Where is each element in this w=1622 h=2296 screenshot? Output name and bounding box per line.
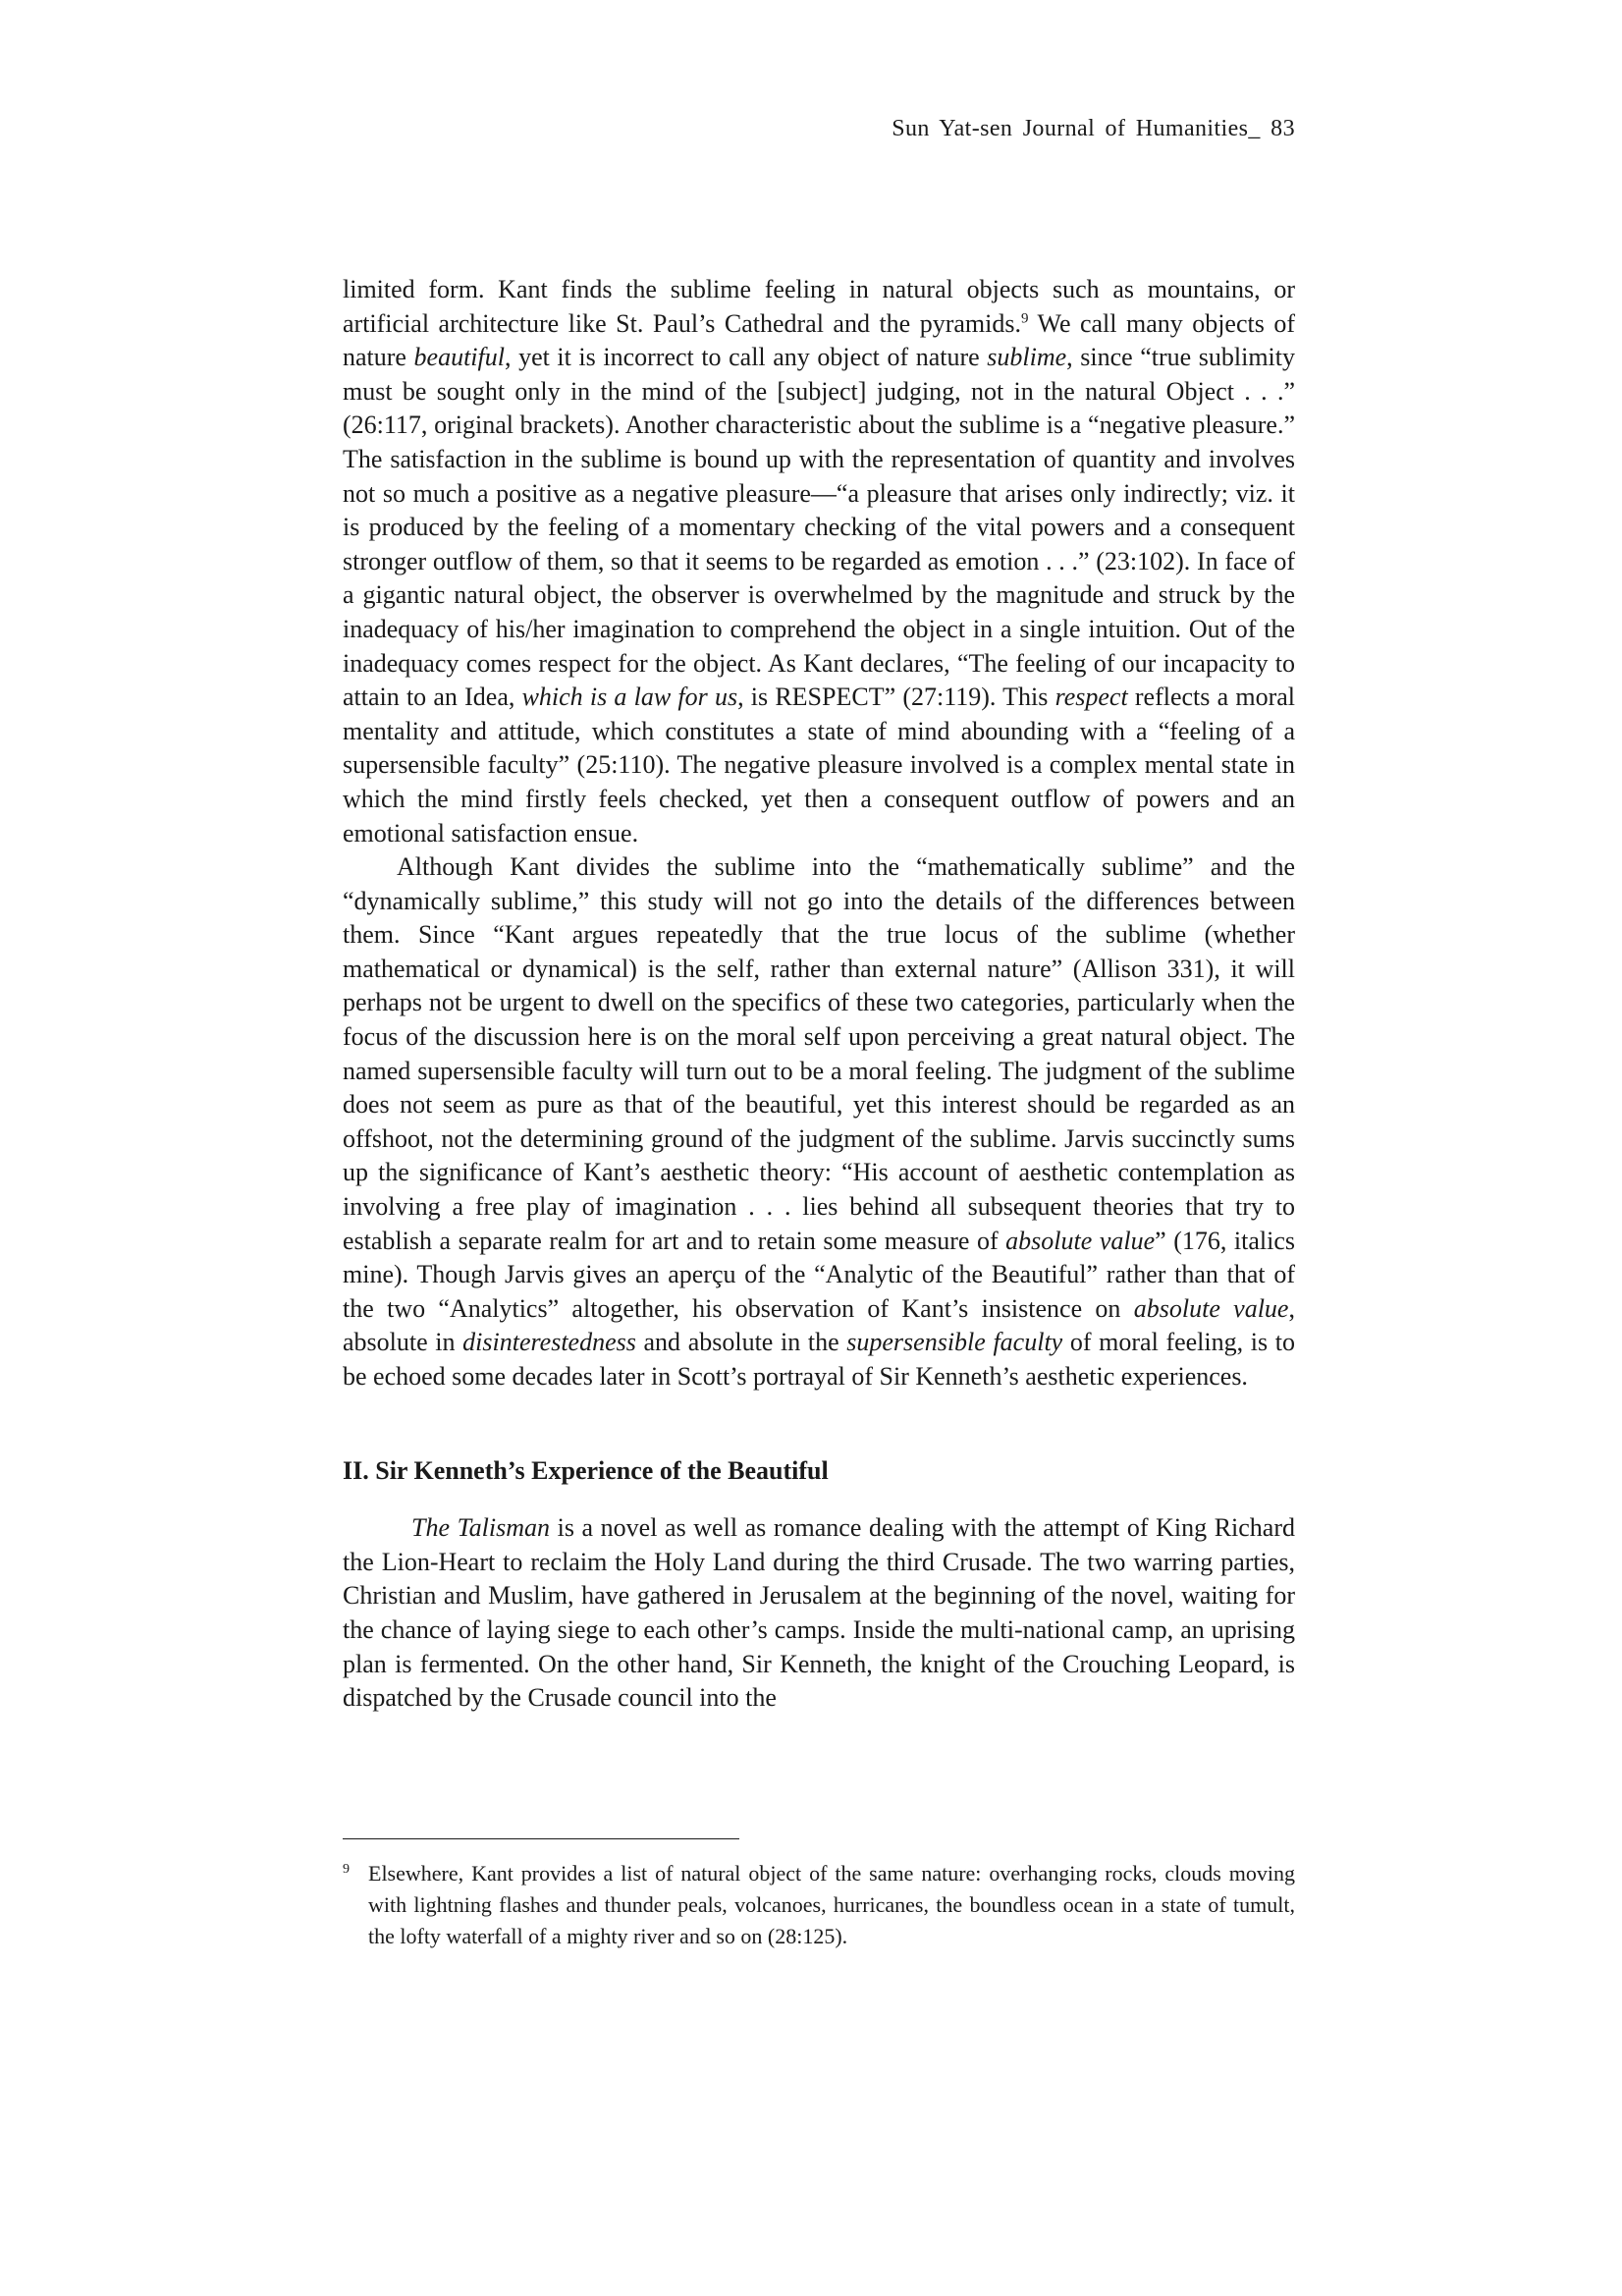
footnote-9: 9 Elsewhere, Kant provides a list of natural object of the same nature: overhanging rocks, clouds moving with lightning flashes and thunder peals, volcanoes, hurricanes, the boundless ocean in a state of tumult, the lofty waterfall of a mighty river and so on (28:125).	[343, 1861, 1295, 1948]
p2-italic-supersensible: supersensible faculty	[846, 1328, 1063, 1357]
footnote-divider	[343, 1838, 739, 1839]
paragraph-1	[343, 273, 1295, 850]
running-head: Sun Yat-sen Journal of Humanities_ 83	[892, 116, 1295, 141]
section-heading: II. Sir Kenneth’s Experience of the Beautiful	[343, 1455, 829, 1485]
p1-text-6: reflects a moral mentality and attitude, which constitutes a state of mind abounding with a “feeling of a supersensible faculty” (25:110). The negative pleasure involved is a complex mental state in which the mind firstly feels checked, yet then a consequent outflow of powers and an emotional satisfaction ensue.	[343, 683, 1295, 847]
p2-italic-absolute-value-2: absolute value	[1133, 1293, 1289, 1323]
p2-text-1: Although Kant divides the sublime into the “mathematically sublime” and the “dynamically sublime,” this study will not go into the details of the differences between them. Since “Kant argues repeatedly that the true locus of the sublime (whether mathematical or dynamical) is the self, rather than external nature” (Allison 331), it will perhaps not be urgent to dwell on the specifics of these two categories, particularly when the focus of the discussion here is on the moral self upon perceiving a great natural object. The named supersensible faculty will turn out to be a moral feeling. The judgment of the sublime does not seem as pure as that of the beautiful, yet this interest should be regarded as an offshoot, not the determining ground of the judgment of the sublime. Jarvis succinctly sums up the significance of Kant’s aesthetic theory: “His account of aesthetic contemplation as involving a free play of imagination . . . lies behind all subsequent theories that try to establish a separate realm for art and to retain some measure of	[343, 852, 1295, 1255]
p1-text-3: , yet it is incorrect to call any object of nature	[504, 343, 988, 372]
p1-text-1: limited form. Kant finds the sublime feeling in natural objects such as mountains, or artificial architecture like St. Paul’s Cathedral and the pyramids.	[343, 275, 1295, 338]
footnote-text: Elsewhere, Kant provides a list of natural object of the same nature: overhanging rocks, clouds moving with lightning flashes and thunder peals, volcanoes, hurricanes, the boundless ocean in a state of tumult, the lofty waterfall of a mighty river and so on (28:125).	[368, 1861, 1295, 1948]
p1-italic-sublime: sublime	[987, 343, 1067, 372]
p1-italic-beautiful: beautiful	[413, 343, 505, 372]
paragraph-2	[343, 850, 1295, 1394]
paragraph-3	[343, 1511, 1295, 1716]
p2-italic-disinterestedness: disinterestedness	[462, 1328, 636, 1357]
p2-text-4: and absolute in the	[635, 1328, 847, 1357]
p1-text-4: , since “true sublimity must be sought only in the mind of the [subject] judging, not in the natural Object . . .” (26:117, original brackets). Another characteristic about the sublime is a “negative pleasure.” The satisfaction in the sublime is bound up with the representation of quantity and involves not so much a positive as a negative pleasure—“a pleasure that arises only indirectly; viz. it is produced by the feeling of a momentary checking of the vital powers and a consequent stronger outflow of them, so that it seems to be regarded as emotion . . .” (23:102). In face of a gigantic natural object, the observer is overwhelmed by the magnitude and struck by the inadequacy of his/her imagination to comprehend the object in a single intuition. Out of the inadequacy comes respect for the object. As Kant declares, “The feeling of our incapacity to attain to an Idea,	[343, 343, 1296, 712]
p2-text-5: of moral feeling, is to be echoed some decades later in Scott’s portrayal of Sir Kenneth’s aesthetic experiences.	[343, 1328, 1295, 1391]
footnote-ref-9[interactable]: 9	[1020, 309, 1029, 326]
p3-text-1: is a novel as well as romance dealing with the attempt of King Richard the Lion-Heart to reclaim the Holy Land during the third Crusade. The two warring parties, Christian and Muslim, have gathered in Jerusalem at the beginning of the novel, waiting for the chance of laying siege to each other’s camps. Inside the multi-national camp, an uprising plan is fermented. On the other hand, Sir Kenneth, the knight of the Crouching Leopard, is dispatched by the Crusade council into the	[343, 1513, 1295, 1713]
p1-text-2: We call many objects of nature	[343, 308, 1295, 372]
p3-italic-talisman: The Talisman	[411, 1513, 551, 1543]
p1-text-5: , is RESPECT” (27:119). This	[737, 683, 1055, 712]
p2-text-2: ” (176, italics mine). Though Jarvis gives an aperçu of the “Analytic of the Beautiful” rather than that of the two “Analytics” altogether, his observation of Kant’s insistence on	[343, 1226, 1295, 1323]
p2-text-3: , absolute in	[343, 1293, 1295, 1357]
p2-italic-absolute-value: absolute value	[1005, 1226, 1156, 1255]
main-text	[343, 273, 1295, 1716]
p1-italic-respect: respect	[1054, 683, 1128, 712]
p1-italic-law: which is a law for us	[521, 683, 738, 712]
